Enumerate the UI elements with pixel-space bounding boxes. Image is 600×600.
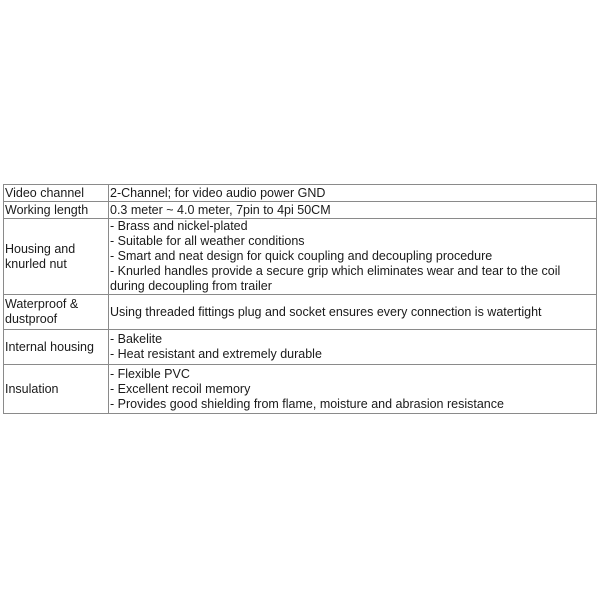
table-row [4, 185, 597, 202]
table-row [4, 295, 597, 330]
row-label-cell [4, 330, 109, 365]
row-value-line: 0.3 meter ~ 4.0 meter, 7pin to 4pi 50CM [110, 202, 331, 217]
row-label: Video channel [5, 185, 85, 200]
row-value-line: Using threaded fittings plug and socket ensures every connection is watertight [110, 304, 542, 319]
row-label: Working length [5, 202, 89, 217]
row-value-cell [109, 219, 597, 295]
table-row [4, 330, 597, 365]
row-value-cell [109, 295, 597, 330]
row-label-cell [4, 185, 109, 202]
row-value-line: - Provides good shielding from flame, moisture and abrasion resistance [110, 396, 504, 411]
row-value-cell [109, 202, 597, 219]
row-value-cell [109, 330, 597, 365]
row-value-line: - Heat resistant and extremely durable [110, 347, 322, 361]
row-value-line: - Suitable for all weather conditions [110, 234, 305, 248]
row-label-cell [4, 202, 109, 219]
row-value-line: - Brass and nickel-plated [110, 219, 248, 233]
row-label-cell [4, 295, 109, 330]
table-row [4, 219, 597, 295]
table-row [4, 202, 597, 219]
spec-table [3, 184, 597, 414]
row-value-line: 2-Channel; for video audio power GND [110, 185, 326, 200]
row-value-cell [109, 365, 597, 414]
row-label: Waterproof & dustproof [5, 297, 79, 326]
row-value-line: - Bakelite [110, 332, 163, 346]
row-label: Insulation [5, 381, 59, 396]
row-value-line: - Excellent recoil memory [110, 381, 251, 396]
row-label: Internal housing [5, 339, 94, 354]
row-label-cell [4, 365, 109, 414]
row-value-line: - Flexible PVC [110, 366, 190, 381]
row-label: Housing and knurled nut [5, 241, 76, 271]
table-row [4, 365, 597, 414]
row-value-line: - Knurled handles provide a secure grip which eliminates wear and tear to the coil during decoupling from trailer [110, 264, 561, 293]
row-value-cell [109, 185, 597, 202]
row-label-cell [4, 219, 109, 295]
row-value-line: - Smart and neat design for quick coupling and decoupling procedure [110, 249, 493, 263]
